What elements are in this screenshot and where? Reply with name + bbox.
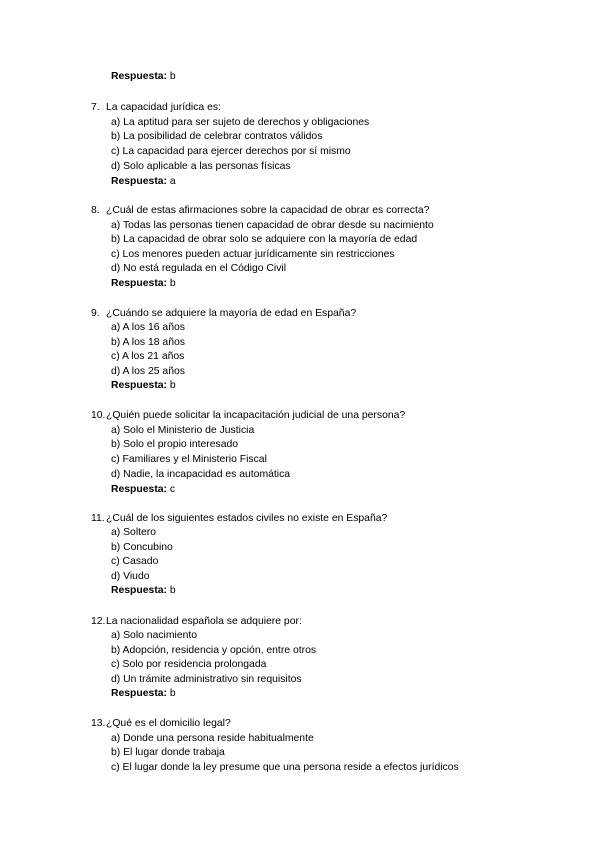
answer-line bbox=[111, 688, 176, 700]
option-c: c) La capacidad para ejercer derechos por sí mismo bbox=[111, 146, 351, 157]
question-number: 9. bbox=[91, 308, 100, 319]
option-a: a) Soltero bbox=[111, 527, 157, 538]
answer-value: b bbox=[169, 585, 176, 596]
option-b: b) La posibilidad de celebrar contratos válidos bbox=[111, 131, 323, 142]
option-a: a) La aptitud para ser sujeto de derechos y obligaciones bbox=[111, 117, 370, 128]
answer-line bbox=[111, 176, 176, 188]
answer-value: b bbox=[169, 380, 176, 391]
question-text: ¿Cuál de estas afirmaciones sobre la capacidad de obrar es correcta? bbox=[106, 205, 430, 216]
option-b: b) Adopción, residencia y opción, entre otros bbox=[111, 645, 317, 656]
question-text: La nacionalidad española se adquiere por: bbox=[106, 616, 302, 627]
answer-value: c bbox=[169, 484, 176, 495]
answer-label: Respuesta: bbox=[111, 380, 168, 391]
option-d: d) Un trámite administrativo sin requisitos bbox=[111, 674, 302, 685]
option-c: c) Casado bbox=[111, 556, 159, 567]
option-a: a) Todas las personas tienen capacidad de obrar desde su nacimiento bbox=[111, 220, 434, 231]
answer-label: Respuesta: bbox=[111, 484, 168, 495]
option-c: c) El lugar donde la ley presume que una persona reside a efectos jurídicos bbox=[111, 762, 459, 773]
question-number: 7. bbox=[91, 102, 100, 113]
question-number: 10. bbox=[91, 410, 106, 421]
answer-value: b bbox=[169, 278, 176, 289]
question-text: ¿Quién puede solicitar la incapacitación judicial de una persona? bbox=[106, 410, 406, 421]
answer-line bbox=[111, 380, 176, 392]
option-b: b) Concubino bbox=[111, 542, 173, 553]
option-c: c) Solo por residencia prolongada bbox=[111, 659, 267, 670]
question-number: 11. bbox=[91, 513, 105, 524]
option-c: c) Familiares y el Ministerio Fiscal bbox=[111, 454, 267, 465]
option-b: b) A los 18 años bbox=[111, 337, 185, 348]
question-text: ¿Qué es el domicilio legal? bbox=[106, 718, 231, 729]
answer-line-q6 bbox=[111, 71, 176, 83]
answer-line bbox=[111, 585, 176, 597]
answer-line bbox=[111, 278, 176, 290]
answer-label: Respuesta: bbox=[111, 71, 168, 82]
answer-value: b bbox=[169, 688, 176, 699]
question-text: ¿Cuál de los siguientes estados civiles no existe en España? bbox=[106, 513, 388, 524]
option-b: b) La capacidad de obrar solo se adquiere con la mayoría de edad bbox=[111, 234, 418, 245]
answer-label: Respuesta: bbox=[111, 176, 168, 187]
option-a: a) Solo nacimiento bbox=[111, 630, 198, 641]
option-b: b) Solo el propio interesado bbox=[111, 439, 239, 450]
answer-line bbox=[111, 484, 175, 496]
question-text: ¿Cuándo se adquiere la mayoría de edad en España? bbox=[106, 308, 357, 319]
answer-label: Respuesta: bbox=[111, 278, 168, 289]
question-number: 8. bbox=[91, 205, 100, 216]
option-a: a) Solo el Ministerio de Justicia bbox=[111, 425, 255, 436]
answer-value: b bbox=[169, 71, 176, 82]
option-a: a) Donde una persona reside habitualmente bbox=[111, 733, 314, 744]
question-text: La capacidad jurídica es: bbox=[106, 102, 221, 113]
option-c: c) Los menores pueden actuar jurídicamente sin restricciones bbox=[111, 249, 395, 260]
option-d: d) Solo aplicable a las personas físicas bbox=[111, 161, 291, 172]
answer-value: a bbox=[169, 176, 176, 187]
answer-label: Respuesta: bbox=[111, 688, 168, 699]
option-d: d) Viudo bbox=[111, 571, 150, 582]
option-d: d) Nadie, la incapacidad es automática bbox=[111, 469, 291, 480]
option-d: d) A los 25 años bbox=[111, 366, 185, 377]
option-c: c) A los 21 años bbox=[111, 351, 185, 362]
option-b: b) El lugar donde trabaja bbox=[111, 747, 225, 758]
question-number: 12. bbox=[91, 616, 106, 627]
answer-label: Respuesta: bbox=[111, 585, 168, 596]
option-a: a) A los 16 años bbox=[111, 322, 185, 333]
option-d: d) No está regulada en el Código Civil bbox=[111, 263, 287, 274]
question-number: 13. bbox=[91, 718, 106, 729]
